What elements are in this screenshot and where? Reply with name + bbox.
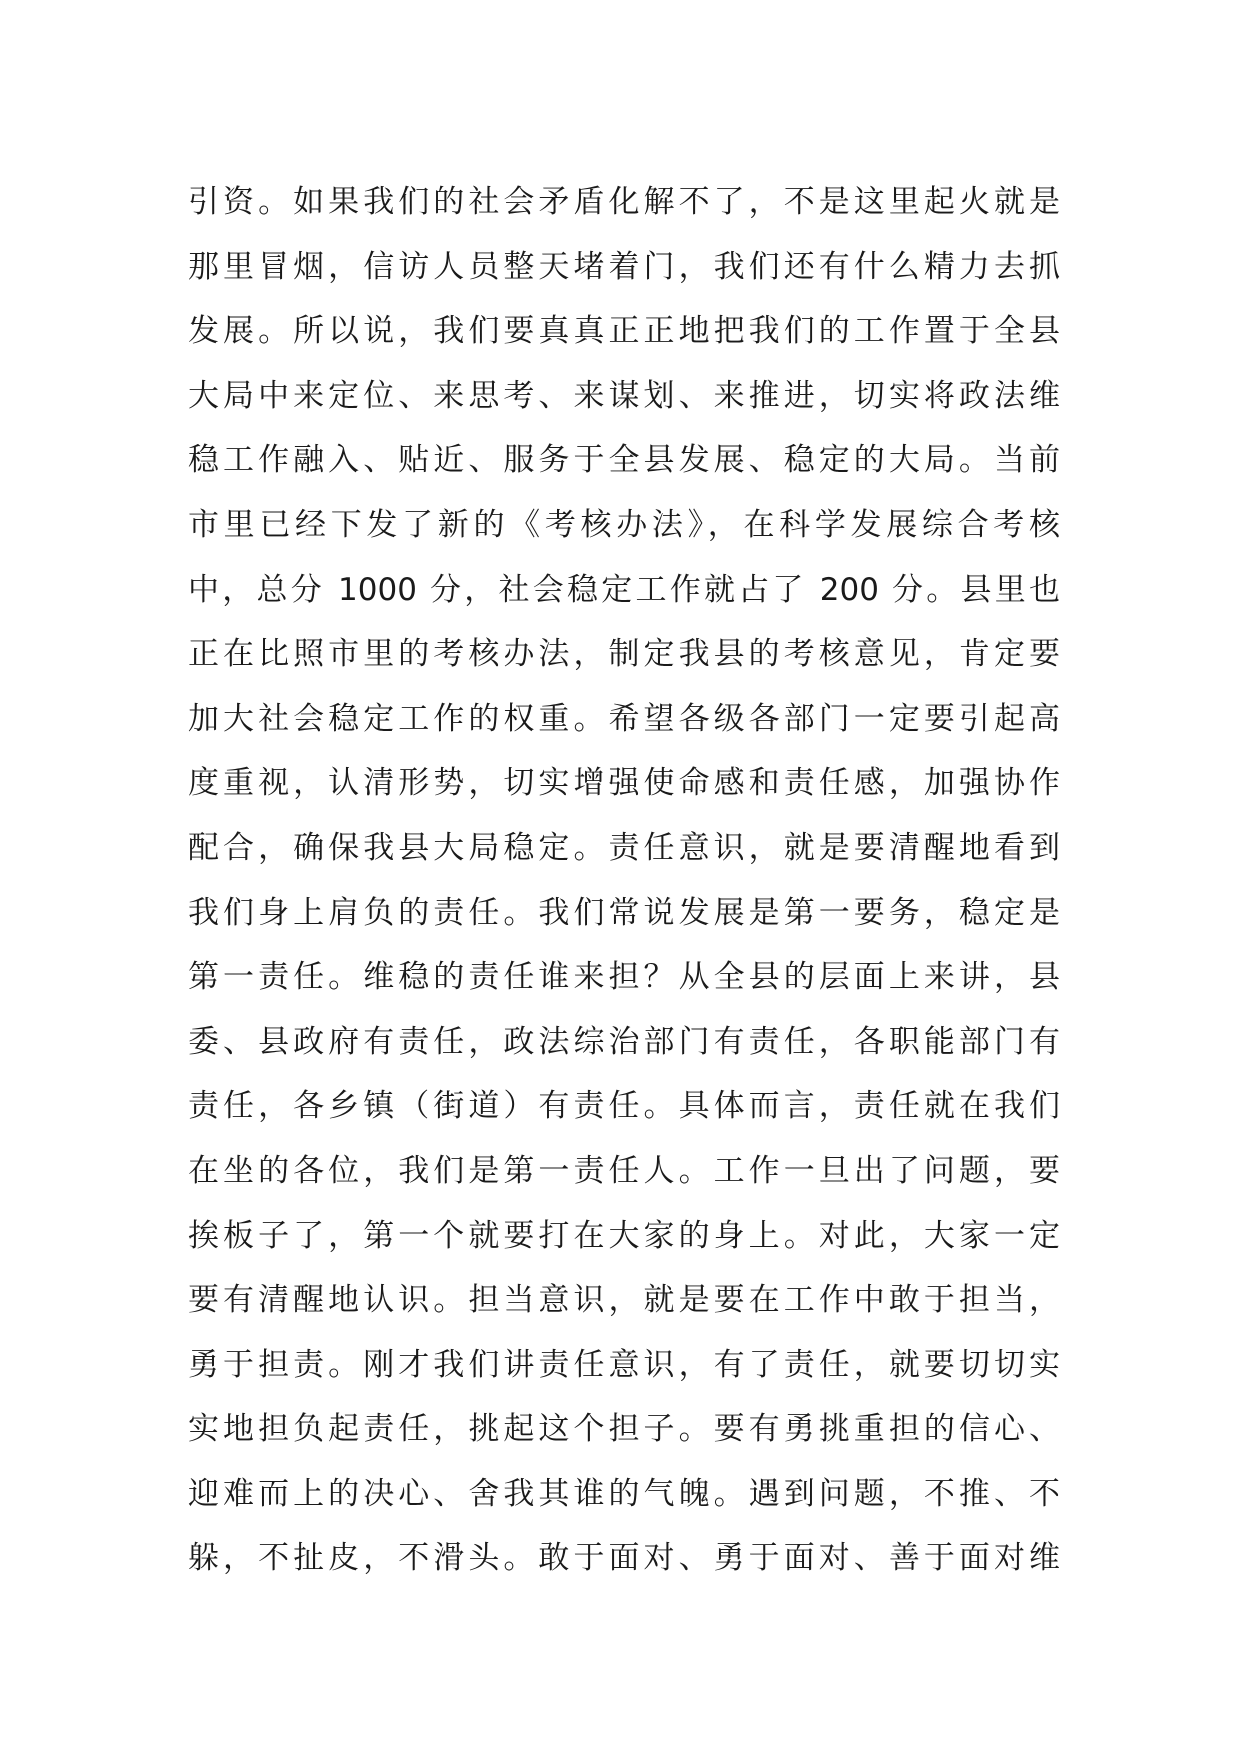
text-line: 配合，确保我县大局稳定。责任意识，就是要清醒地看到	[188, 829, 1060, 866]
text-line: 在坐的各位，我们是第一责任人。工作一旦出了问题，要	[188, 1152, 1060, 1189]
text-line: 加大社会稳定工作的权重。希望各级各部门一定要引起高	[188, 700, 1060, 737]
body-text	[188, 170, 1060, 1591]
text-line: 度重视，认清形势，切实增强使命感和责任感，加强协作	[188, 765, 1060, 802]
text-line: 大局中来定位、来思考、来谋划、来推进，切实将政法维	[188, 377, 1060, 414]
text-line: 第一责任。维稳的责任谁来担？从全县的层面上来讲，县	[188, 959, 1060, 996]
text-line: 稳工作融入、贴近、服务于全县发展、稳定的大局。当前	[188, 442, 1060, 479]
text-line: 实地担负起责任，挑起这个担子。要有勇挑重担的信心、	[188, 1411, 1060, 1448]
text-line: 委、县政府有责任，政法综治部门有责任，各职能部门有	[188, 1023, 1060, 1060]
text-line: 勇于担责。刚才我们讲责任意识，有了责任，就要切切实	[188, 1346, 1060, 1383]
text-line: 我们身上肩负的责任。我们常说发展是第一要务，稳定是	[188, 894, 1060, 931]
text-line: 引资。如果我们的社会矛盾化解不了，不是这里起火就是	[188, 184, 1060, 220]
text-line: 迎难而上的决心、舍我其谁的气魄。遇到问题，不推、不	[188, 1475, 1060, 1512]
text-line: 正在比照市里的考核办法，制定我县的考核意见，肯定要	[188, 636, 1060, 673]
text-line: 躲，不扯皮，不滑头。敢于面对、勇于面对、善于面对维	[188, 1540, 1060, 1577]
text-line: 那里冒烟，信访人员整天堵着门，我们还有什么精力去抓	[188, 248, 1060, 285]
text-line: 市里已经下发了新的《考核办法》，在科学发展综合考核	[188, 506, 1060, 543]
text-line: 挨板子了，第一个就要打在大家的身上。对此，大家一定	[188, 1217, 1060, 1254]
text-line: 中，总分 1000 分，社会稳定工作就占了 200 分。县里也	[188, 571, 1060, 608]
text-line: 发展。所以说，我们要真真正正地把我们的工作置于全县	[188, 313, 1060, 350]
text-line: 责任，各乡镇（街道）有责任。具体而言，责任就在我们	[188, 1088, 1060, 1125]
text-line: 要有清醒地认识。担当意识，就是要在工作中敢于担当，	[188, 1282, 1060, 1319]
